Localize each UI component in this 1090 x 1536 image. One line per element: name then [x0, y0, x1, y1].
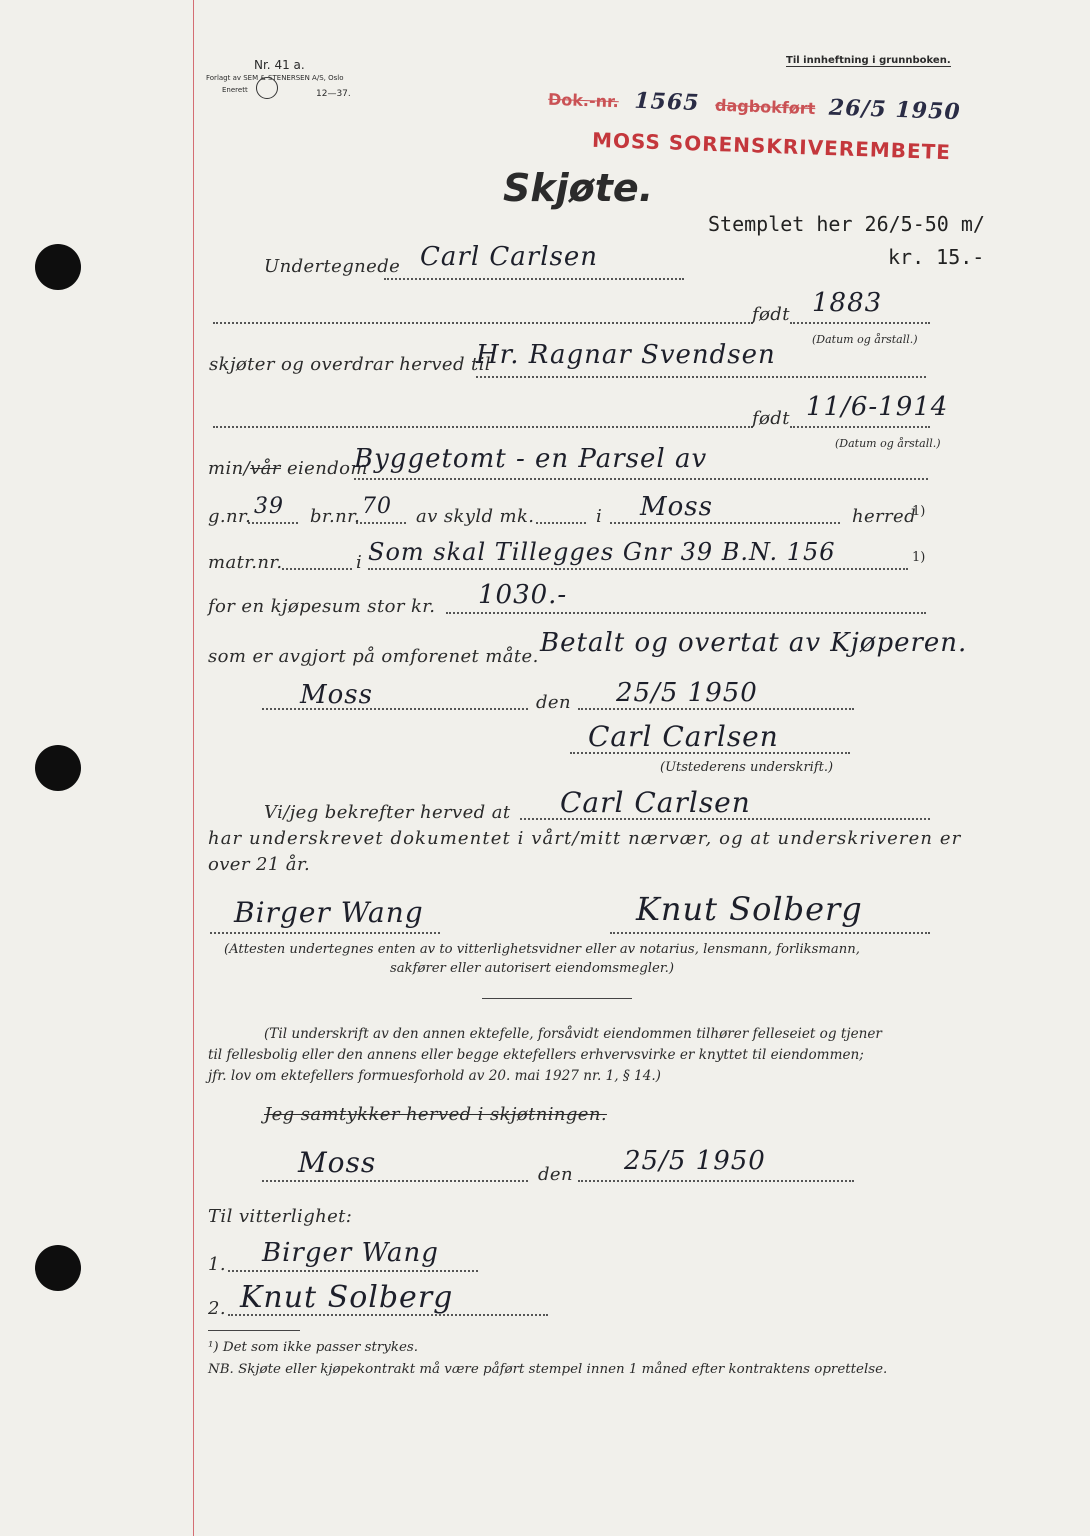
eiendom-label: min/vår eiendom [208, 458, 368, 479]
divider [482, 998, 632, 999]
dotted-line [282, 568, 352, 570]
dotted-line [356, 522, 406, 524]
gnr-value: 39 [254, 494, 284, 519]
date-value-2: 25/5 1950 [624, 1146, 766, 1176]
publisher-logo-icon [256, 77, 278, 99]
dotted-line [262, 708, 528, 710]
stamp-duty-line: Stemplet her 26/5-50 m/ [708, 212, 985, 236]
dotted-line [262, 1180, 528, 1182]
stamp-date: 26/5 1950 [828, 94, 962, 126]
dotted-line [210, 932, 440, 934]
publisher-line: Forlagt av SEM & STENERSEN A/S, Oslo [206, 74, 344, 82]
dotted-line [610, 522, 840, 524]
confirm-label: Vi/jeg bekrefter herved at [264, 802, 511, 823]
stamp-dagbok-label: dagbokført [714, 95, 816, 119]
skjoter-label: skjøter og overdrar herved til [209, 354, 491, 375]
dotted-line [790, 322, 930, 324]
witness-2-signature: Knut Solberg [636, 890, 863, 928]
witness-sig-2: Knut Solberg [240, 1280, 454, 1315]
dotted-line [228, 1314, 548, 1316]
undertegnede-label: Undertegnede [264, 256, 401, 277]
gnr-label: g.nr. [208, 506, 252, 527]
attest-note-1: (Attesten undertegnes enten av to vitterlighetsvidner eller av notarius, lensmann, forliksmann, [224, 942, 860, 957]
den-label: den [536, 692, 571, 713]
brnr-label: br.nr. [310, 506, 361, 527]
dotted-line [213, 426, 753, 428]
datum-hint: (Datum og årstall.) [812, 333, 918, 346]
form-number: Nr. 41 a. [254, 58, 305, 72]
fodt-label: født [752, 304, 790, 325]
spouse-note-1: (Til underskrift av den annen ektefelle, forsåvidt eiendommen tilhører felleseiet og tjener [264, 1026, 882, 1042]
stamp-office: MOSS SORENSKRIVEREMBETE [591, 127, 952, 165]
spouse-note-3: jfr. lov om ektefellers formuesforhold av 20. mai 1927 nr. 1, § 14.) [208, 1068, 661, 1084]
stamp-doc-number: 1565 [633, 87, 701, 117]
filing-note: Til innheftning i grunnboken. [786, 55, 951, 66]
herred-label: herred [852, 506, 917, 527]
publisher-enerett: Enerett [222, 86, 248, 94]
dotted-line [610, 932, 930, 934]
confirm-line-2: har underskrevet dokumentet i vårt/mitt nærvær, og at underskriveren er [208, 828, 962, 849]
stamp-duty-amount: kr. 15.- [888, 245, 985, 269]
dotted-line [384, 278, 684, 280]
witness-number-2: 2. [208, 1298, 226, 1319]
dotted-line [578, 708, 854, 710]
herred-value: Moss [640, 492, 713, 522]
witness-1-signature: Birger Wang [234, 896, 424, 929]
dotted-line [520, 818, 930, 820]
dotted-line [570, 752, 850, 754]
matr-value: Som skal Tillegges Gnr 39 B.N. 156 [368, 538, 836, 566]
stamp-doc-label: Dok.-nr. [547, 89, 620, 112]
witness-number-1: 1. [208, 1254, 226, 1275]
eiendom-value: Byggetomt - en Parsel av [354, 444, 708, 474]
footnote-1: ¹) Det som ikke passer strykes. [208, 1340, 418, 1355]
confirm-value: Carl Carlsen [560, 786, 751, 819]
dotted-line [476, 376, 926, 378]
dotted-line [248, 522, 298, 524]
footnote-divider [208, 1330, 300, 1331]
punch-hole [35, 244, 81, 290]
den-label-2: den [538, 1164, 573, 1185]
witness-sig-1: Birger Wang [262, 1238, 439, 1268]
fodt-label: født [752, 408, 790, 429]
dotted-line [213, 322, 753, 324]
brnr-value: 70 [362, 494, 392, 519]
date-code: 12—37. [316, 89, 351, 99]
registration-stamp [548, 85, 961, 125]
fodt-value-2: 11/6-1914 [806, 392, 949, 422]
punch-hole [35, 1245, 81, 1291]
spouse-note-2: til fellesbolig eller den annens eller begge ektefellers erhvervsvirke er knyttet til eiendommen; [208, 1047, 864, 1063]
place-value-2: Moss [298, 1146, 377, 1179]
kjopesum-value: 1030.- [478, 580, 568, 610]
consent-line-struck: Jeg samtykker herved i skjøtningen. [264, 1104, 607, 1125]
matr-label: matr.nr. [208, 552, 283, 573]
date-value: 25/5 1950 [616, 678, 758, 708]
avgjort-value: Betalt og overtat av Kjøperen. [540, 628, 968, 658]
skjoter-value: Hr. Ragnar Svendsen [476, 340, 776, 370]
issuer-caption: (Utstederens underskrift.) [660, 760, 834, 775]
attest-note-2: sakfører eller autorisert eiendomsmegler.) [390, 961, 675, 976]
dotted-line [446, 612, 926, 614]
dotted-line [354, 478, 928, 480]
punch-hole [35, 745, 81, 791]
confirm-line-3: over 21 år. [208, 854, 311, 875]
undertegnede-value: Carl Carlsen [420, 242, 599, 272]
document-title: Skjøte. [503, 166, 654, 210]
i-label: i [596, 506, 603, 527]
footnote-nb: NB. Skjøte eller kjøpekontrakt må være påført stempel innen 1 måned efter kontraktens oprettelse. [208, 1362, 888, 1377]
dotted-line [368, 568, 908, 570]
dotted-line [578, 1180, 854, 1182]
dotted-line [790, 426, 930, 428]
vitterlighet-label: Til vitterlighet: [208, 1206, 353, 1227]
i-label: i [356, 552, 363, 573]
margin-line [193, 0, 194, 1536]
kjopesum-label: for en kjøpesum stor kr. [208, 596, 436, 617]
fodt-value-1: 1883 [812, 288, 883, 318]
place-value: Moss [300, 680, 373, 710]
dotted-line [536, 522, 586, 524]
avgjort-label: som er avgjort på omforenet måte. [208, 646, 539, 667]
footnote-ref: 1) [912, 504, 926, 519]
dotted-line [228, 1270, 478, 1272]
datum-hint: (Datum og årstall.) [835, 437, 941, 450]
footnote-ref: 1) [912, 550, 926, 565]
skyld-label: av skyld mk. [416, 506, 535, 527]
issuer-signature: Carl Carlsen [588, 720, 779, 753]
